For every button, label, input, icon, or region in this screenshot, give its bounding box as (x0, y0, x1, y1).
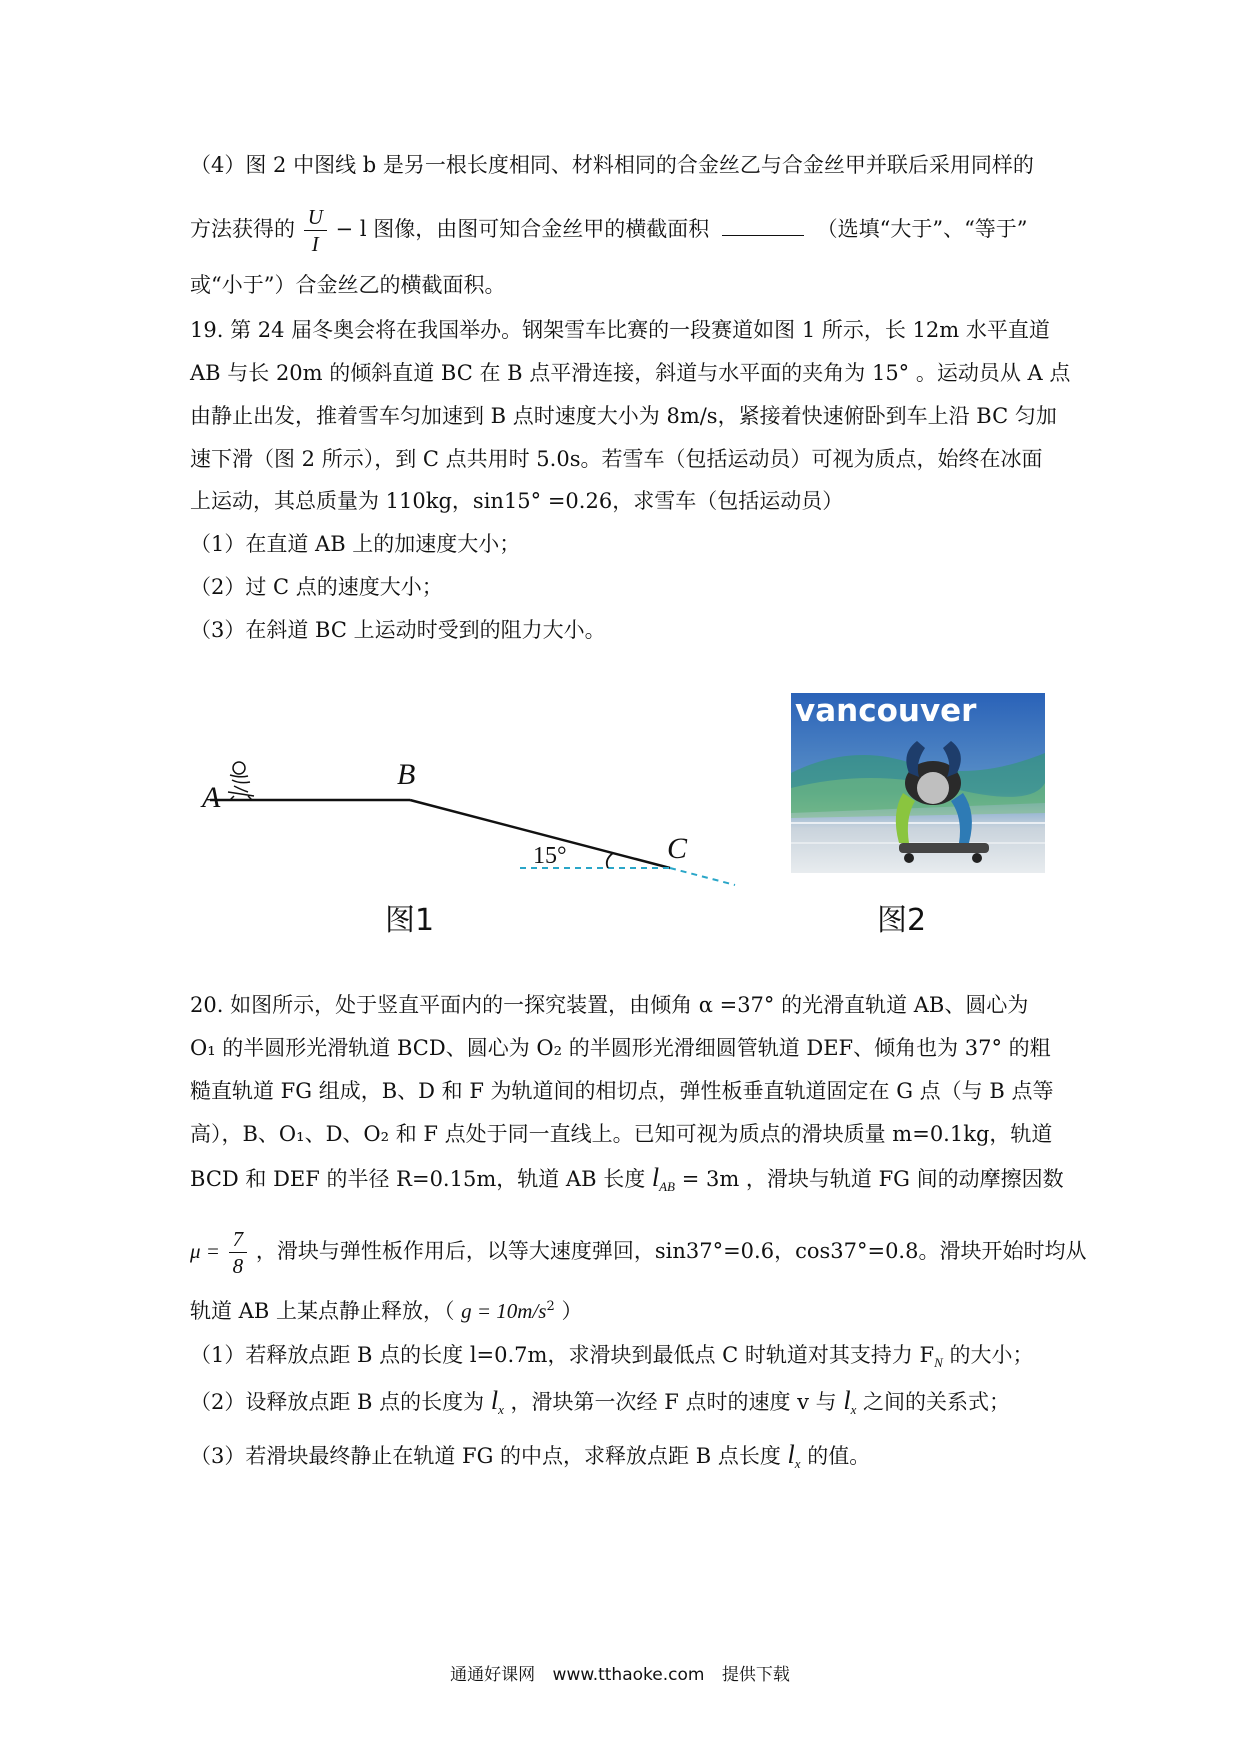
lx-subscript-2: x (850, 1402, 857, 1418)
q20-line-6b: ，滑块与弹性板作用后，以等大速度弹回，sin37°=0.6，cos37°=0.8。滑块开始时均从 (255, 1239, 1087, 1263)
vancouver-banner-text: vancouver (795, 693, 977, 729)
q18-line-2 (190, 204, 1070, 257)
figure-1-track-diagram (190, 740, 750, 890)
page-footer (0, 1660, 1240, 1685)
q20-line-7b: ） (561, 1299, 583, 1323)
q20-sub-2c: 之间的关系式； (863, 1390, 1011, 1414)
q18-line-2a: 方法获得的 (190, 217, 295, 241)
u-over-i-fraction (304, 204, 327, 257)
q20-line-5 (190, 1163, 1070, 1202)
q18-line-2c: （选填“大于”、“等于” (816, 217, 1028, 241)
q20-line-5a: BCD 和 DEF 的半径 R=0.15m，轨道 AB 长度 (190, 1167, 652, 1191)
q20-sub-2 (190, 1386, 1070, 1425)
mu-fraction (229, 1226, 248, 1279)
mu-symbol: μ = (190, 1239, 220, 1263)
footer-url[interactable]: www.tthaoke.com (552, 1665, 705, 1685)
q20-sub-1b: 的大小； (942, 1343, 1034, 1367)
slope-extension-dashed (670, 868, 735, 885)
mu-denominator: 8 (232, 1254, 244, 1278)
q19-sub-1: （1）在直道 AB 上的加速度大小； (190, 532, 521, 556)
lx-symbol-2: l (843, 1386, 851, 1415)
l-ab-subscript: AB (659, 1179, 675, 1195)
q20-sub-1a: （1）若释放点距 B 点的长度 l=0.7m，求滑块到最低点 C 时轨道对其支持力 F (190, 1343, 935, 1367)
fn-subscript: N (934, 1355, 943, 1371)
footer-site: 通通好课网 (450, 1665, 536, 1685)
q20-line-7 (190, 1292, 1070, 1326)
angle-arc (607, 853, 613, 868)
gravity-value: g = 10m/s (461, 1299, 547, 1323)
footer-tail: 提供下载 (721, 1665, 790, 1685)
q20-line-2: O₁ 的半圆形光滑轨道 BCD、圆心为 O₂ 的半圆形光滑细圆管轨道 DEF、倾角也为 37° 的粗 (190, 1036, 1051, 1060)
q20-line-5b: = 3m ，滑块与轨道 FG 间的动摩擦因数 (681, 1167, 1064, 1191)
lx-symbol: l (490, 1386, 499, 1415)
q20-line-1: 20. 如图所示，处于竖直平面内的一探究装置，由倾角 α =37° 的光滑直轨道 AB、圆心为 (190, 993, 1029, 1017)
q20-line-7a: 轨道 AB 上某点静止释放，（ (190, 1299, 455, 1323)
q19-line-3: 由静止出发，推着雪车匀加速到 B 点时速度大小为 8m/s，紧接着快速俯卧到车上沿 BC 匀加 (190, 404, 1057, 428)
q19-line-5: 上运动，其总质量为 110kg，sin15° =0.26，求雪车（包括运动员） (190, 489, 844, 513)
lx-subscript: x (498, 1402, 504, 1418)
q19-line-1: 19. 第 24 届冬奥会将在我国举办。钢架雪车比赛的一段赛道如图 1 所示，长 12m 水平直道 (190, 318, 1050, 342)
q18-line-2b: − l 图像，由图可知合金丝甲的横截面积 (335, 217, 710, 241)
q20-line-4: 高），B、O₁、D、O₂ 和 F 点处于同一直线上。已知可视为质点的滑块质量 m=0.1kg，轨道 (190, 1122, 1053, 1146)
answer-blank[interactable] (722, 213, 804, 236)
q20-sub-2a: （2）设释放点距 B 点的长度为 (190, 1390, 491, 1414)
q20-sub-1 (190, 1340, 1070, 1378)
figure-2-caption: 图2 (877, 903, 927, 938)
l-ab-symbol: l (651, 1163, 660, 1192)
figure-2-skeleton-photo (791, 693, 1045, 873)
label-b: B (397, 758, 416, 791)
fraction-denominator: I (311, 232, 319, 256)
athlete-sled-icon (228, 762, 254, 800)
q18-line-1: （4）图 2 中图线 b 是另一根长度相同、材料相同的合金丝乙与合金丝甲并联后采用同样的 (190, 153, 1034, 177)
lx-symbol-3: l (787, 1440, 795, 1469)
q20-sub-3a: （3）若滑块最终静止在轨道 FG 的中点，求释放点距 B 点长度 (190, 1444, 788, 1468)
q20-sub-3 (190, 1440, 1070, 1479)
q19-sub-2: （2）过 C 点的速度大小； (190, 575, 443, 599)
q20-line-6 (190, 1226, 1087, 1279)
label-a: A (202, 781, 221, 814)
q19-sub-3: （3）在斜道 BC 上运动时受到的阻力大小。 (190, 618, 606, 642)
label-c: C (667, 832, 688, 865)
q19-line-2: AB 与长 20m 的倾斜直道 BC 在 B 点平滑连接，斜道与水平面的夹角为 15° 。运动员从 A 点 (190, 361, 1071, 385)
figure-1-caption: 图1 (385, 903, 435, 938)
gravity-exponent: 2 (546, 1299, 555, 1314)
q18-line-3: 或“小于”）合金丝乙的横截面积。 (190, 273, 506, 297)
fraction-numerator: U (304, 204, 327, 231)
q20-sub-2b: ，滑块第一次经 F 点时的速度 v 与 (510, 1390, 844, 1414)
angle-label: 15° (533, 843, 567, 869)
mu-numerator: 7 (229, 1226, 248, 1253)
q19-line-4: 速下滑（图 2 所示），到 C 点共用时 5.0s。若雪车（包括运动员）可视为质点，始终在冰面 (190, 447, 1043, 471)
q20-sub-3b: 的值。 (807, 1444, 871, 1468)
lx-subscript-3: x (794, 1456, 801, 1472)
q20-line-3: 糙直轨道 FG 组成，B、D 和 F 为轨道间的相切点，弹性板垂直轨道固定在 G 点（与 B 点等 (190, 1079, 1054, 1103)
